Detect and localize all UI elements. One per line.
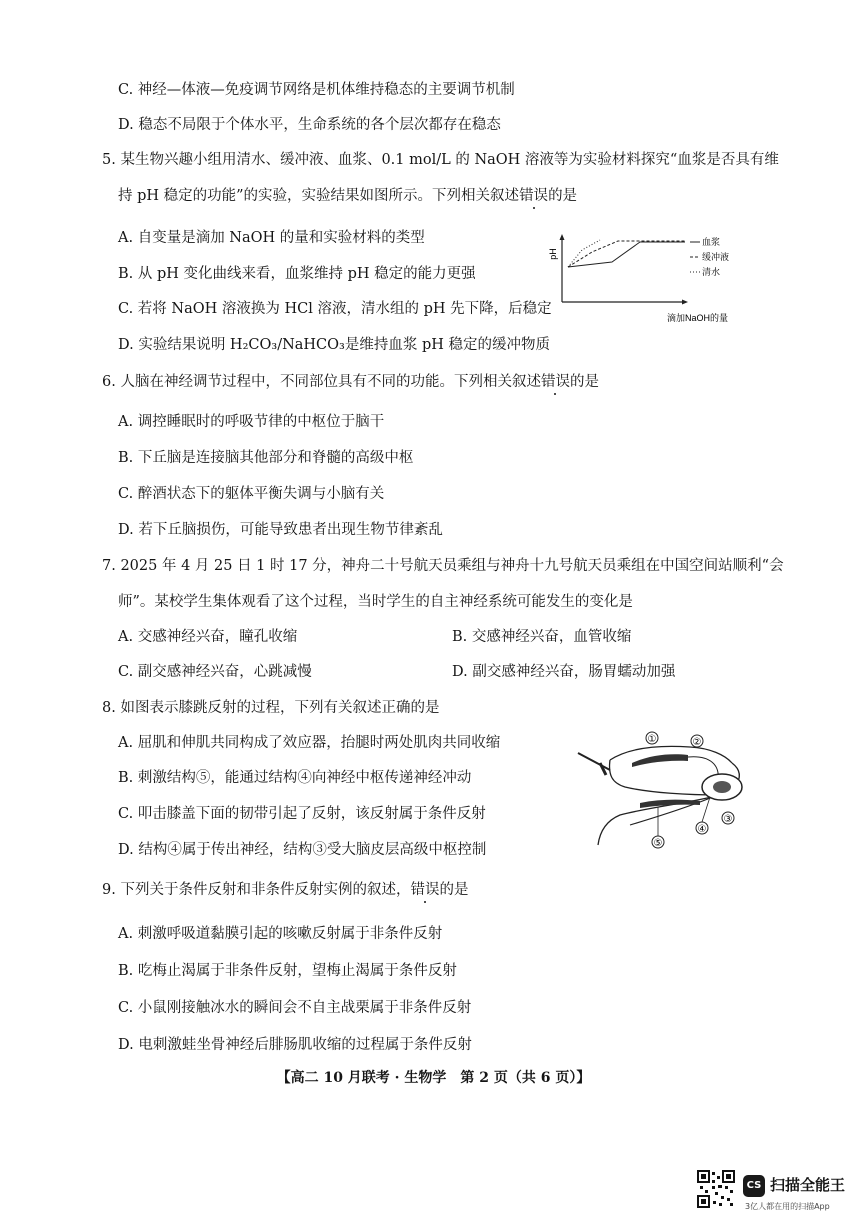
q7-option-b: B. 交感神经兴奋，血管收缩 xyxy=(452,629,632,645)
hammer-handle xyxy=(600,763,606,775)
legend-water-label: 清水 xyxy=(702,267,721,277)
y-axis-arrow xyxy=(560,234,565,240)
watermark-title: 扫描全能王 xyxy=(770,1176,846,1194)
q8-stem: 8. 如图表示膝跳反射的过程，下列有关叙述正确的是 xyxy=(102,700,440,716)
flexor-muscle xyxy=(640,800,700,808)
q8-option-a: A. 屈肌和伸肌共同构成了效应器，抬腿时两处肌肉共同收缩 xyxy=(118,735,501,751)
label-4: ④ xyxy=(697,824,707,835)
page-footer: 【高二 10 月联考 · 生物学 第 2 页（共 6 页）】 xyxy=(276,1070,591,1086)
label-2: ② xyxy=(692,737,702,748)
q9-stem-text: 9. 下列关于条件反射和非条件反射实例的叙述， xyxy=(102,882,411,898)
q5-option-c: C. 若将 NaOH 溶液换为 HCl 溶液，清水组的 pH 先下降，后稳定 xyxy=(118,301,552,317)
extensor-muscle xyxy=(632,754,688,767)
q5-stem-text: 持 pH 稳定的功能”的实验，实验结果如图所示。下列相关叙述 xyxy=(118,188,520,204)
camscanner-logo: CS xyxy=(743,1175,765,1197)
q9-option-d: D. 电刺激蛙坐骨神经后腓肠肌收缩的过程属于条件反射 xyxy=(118,1037,472,1053)
q7-stem-line1: 7. 2025 年 4 月 25 日 1 时 17 分，神舟二十号航天员乘组与神舟十九号航天员乘组在中国空间站顺利“会 xyxy=(102,558,784,574)
q9-option-a: A. 刺激呼吸道黏膜引起的咳嗽反射属于非条件反射 xyxy=(118,926,443,942)
q4-option-d: D. 稳态不局限于个体水平，生命系统的各个层次都存在稳态 xyxy=(118,117,501,133)
q6-option-b: B. 下丘脑是连接脑其他部分和脊髓的高级中枢 xyxy=(118,450,414,466)
q7-stem-line2: 师”。某校学生集体观看了这个过程，当时学生的自主神经系统可能发生的变化是 xyxy=(118,594,633,610)
knee-reflex-figure xyxy=(570,725,770,860)
q9-option-b: B. 吃梅止渴属于非条件反射，望梅止渴属于条件反射 xyxy=(118,963,457,979)
qr-code xyxy=(697,1170,735,1208)
q8-option-b: B. 刺激结构⑤，能通过结构④向神经中枢传递神经冲动 xyxy=(118,770,472,786)
q9-stem-end: 的是 xyxy=(439,882,469,898)
q4-option-c: C. 神经—体液—免疫调节网络是机体维持稳态的主要调节机制 xyxy=(118,82,515,98)
label-5: ⑤ xyxy=(653,838,663,849)
series-water-line xyxy=(568,240,600,267)
reflex-hammer xyxy=(578,753,610,770)
q7-option-a: A. 交感神经兴奋，瞳孔收缩 xyxy=(118,629,298,645)
q8-option-c: C. 叩击膝盖下面的韧带引起了反射，该反射属于条件反射 xyxy=(118,806,486,822)
series-plasma-line xyxy=(568,242,685,267)
label-3: ③ xyxy=(723,814,733,825)
y-axis-label: pH xyxy=(548,248,558,260)
q6-stem xyxy=(102,372,599,392)
q6-stem-text: 6. 人脑在神经调节过程中，不同部位具有不同的功能。下列相关叙述 xyxy=(102,374,541,390)
q5-option-a: A. 自变量是滴加 NaOH 的量和实验材料的类型 xyxy=(118,230,425,246)
q6-stem-end: 的是 xyxy=(569,374,599,390)
ph-chart xyxy=(540,232,760,327)
watermark-subtitle: 3亿人都在用的扫描App xyxy=(745,1202,830,1211)
q5-stem-end: 的是 xyxy=(548,188,578,204)
q5-stem-line1: 5. 某生物兴趣小组用清水、缓冲液、血浆、0.1 mol/L 的 NaOH 溶液等为实验材料探究“血浆是否具有维 xyxy=(102,152,779,168)
q5-error-emphasis: 错误 xyxy=(519,188,549,204)
q5-option-d: D. 实验结果说明 H₂CO₃/NaHCO₃是维持血浆 pH 稳定的缓冲物质 xyxy=(118,337,550,353)
q5-stem-line2 xyxy=(118,186,577,206)
legend-plasma-label: 血浆 xyxy=(702,237,721,247)
spinal-gray-matter xyxy=(713,781,731,793)
label-1: ① xyxy=(647,734,657,745)
q6-option-a: A. 调控睡眠时的呼吸节律的中枢位于脑干 xyxy=(118,414,385,430)
q7-option-c: C. 副交感神经兴奋，心跳减慢 xyxy=(118,664,312,680)
q6-option-c: C. 醉酒状态下的躯体平衡失调与小脑有关 xyxy=(118,486,385,502)
q9-stem xyxy=(102,880,468,900)
series-buffer-line xyxy=(568,241,685,267)
q9-error-emphasis: 错误 xyxy=(410,882,440,898)
q5-option-b: B. 从 pH 变化曲线来看，血浆维持 pH 稳定的能力更强 xyxy=(118,266,476,282)
legend-buffer-label: 缓冲液 xyxy=(702,252,730,262)
q7-option-d: D. 副交感神经兴奋，肠胃蠕动加强 xyxy=(452,664,676,680)
q9-option-c: C. 小鼠刚接触冰水的瞬间会不自主战栗属于非条件反射 xyxy=(118,1000,472,1016)
x-axis-arrow xyxy=(682,300,688,305)
q6-option-d: D. 若下丘脑损伤，可能导致患者出现生物节律紊乱 xyxy=(118,522,443,538)
x-axis-label: 滴加NaOH的量 xyxy=(667,313,729,323)
q6-error-emphasis: 错误 xyxy=(540,374,570,390)
q8-option-d: D. 结构④属于传出神经，结构③受大脑皮层高级中枢控制 xyxy=(118,842,487,858)
